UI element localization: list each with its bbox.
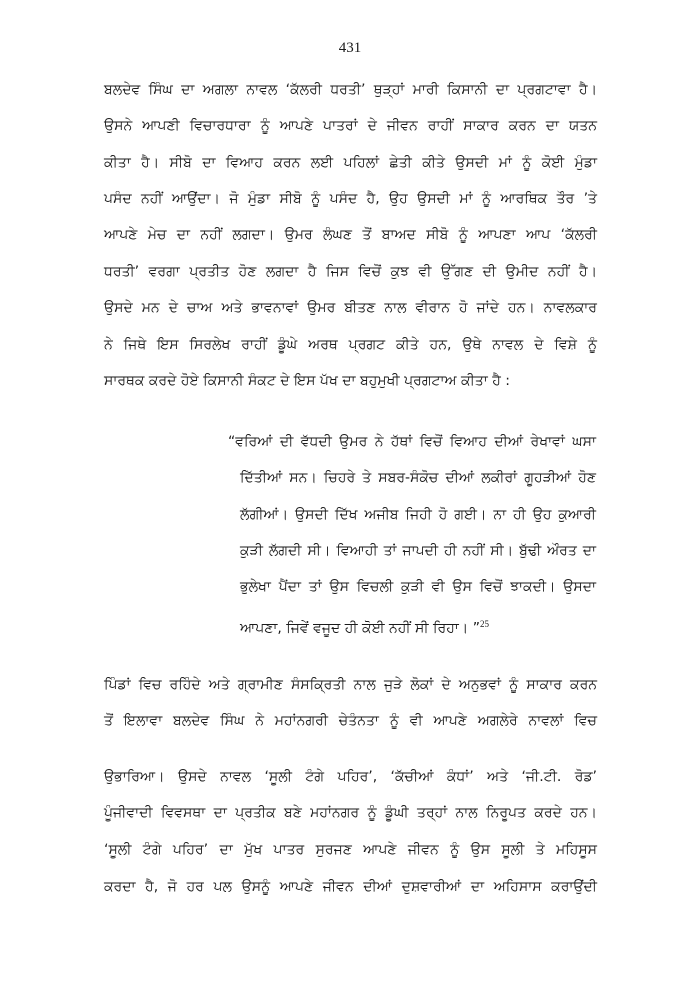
text-line: ਕਰਦਾ ਹੈ, ਜੋ ਹਰ ਪਲ ਉਸਨੂੰ ਆਪਣੇ ਜੀਵਨ ਦੀਆਂ ਦੁਸ਼ਵਾਰੀਆਂ ਦਾ ਅਹਿਸਾਸ ਕਰਾਉਂਦੀ (104, 879, 597, 895)
text-line: ਉਸਦੇ ਮਨ ਦੇ ਚਾਅ ਅਤੇ ਭਾਵਨਾਵਾਂ ਉਮਰ ਬੀਤਣ ਨਾਲ ਵੀਰਾਨ ਹੋ ਜਾਂਦੇ ਹਨ। ਨਾਵਲਕਾਰ (104, 300, 597, 316)
quote-line: ਦਿੱਤੀਆਂ ਸਨ। ਚਿਹਰੇ ਤੇ ਸਬਰ-ਸੰਕੋਚ ਦੀਆਂ ਲਕੀਰਾਂ ਗੂਹੜੀਆਂ ਹੋਣ (240, 470, 596, 486)
page-number: 431 (338, 40, 362, 56)
quote-line (240, 614, 596, 639)
text-line: ਧਰਤੀ’ ਵਰਗਾ ਪ੍ਰਤੀਤ ਹੋਣ ਲਗਦਾ ਹੈ ਜਿਸ ਵਿਚੋਂ ਕੁਝ ਵੀ ਉੱਗਣ ਦੀ ਉਮੀਦ ਨਹੀਂ ਹੈ। (104, 264, 597, 280)
quote-line: ਕੁੜੀ ਲੱਗਦੀ ਸੀ। ਵਿਆਹੀ ਤਾਂ ਜਾਪਦੀ ਹੀ ਨਹੀਂ ਸੀ। ਬੁੱਢੀ ਔਰਤ ਦਾ (240, 543, 596, 559)
text-line: ਤੋਂ ਇਲਾਵਾ ਬਲਦੇਵ ਸਿੰਘ ਨੇ ਮਹਾਂਨਗਰੀ ਚੇਤੰਨਤਾ ਨੂੰ ਵੀ ਆਪਣੇ ਅਗਲੇਰੇ ਨਾਵਲਾਂ ਵਿਚ (104, 713, 597, 729)
text-line: ਬਲਦੇਵ ਸਿੰਘ ਦਾ ਅਗਲਾ ਨਾਵਲ ‘ਕੱਲਰੀ ਧਰਤੀ’ ਥੁੜ੍ਹਾਂ ਮਾਰੀ ਕਿਸਾਨੀ ਦਾ ਪ੍ਰਗਟਾਵਾ ਹੈ। (104, 82, 597, 98)
text-line: ਆਪਣੇ ਮੇਚ ਦਾ ਨਹੀਂ ਲਗਦਾ। ਉਮਰ ਲੰਘਣ ਤੋਂ ਬਾਅਦ ਸੀਬੋ ਨੂੰ ਆਪਣਾ ਆਪ ‘ਕੱਲਰੀ (104, 227, 597, 243)
text-line: ਪਸੰਦ ਨਹੀਂ ਆਉਂਦਾ। ਜੋ ਮੁੰਡਾ ਸੀਬੋ ਨੂੰ ਪਸੰਦ ਹੈ, ਉਹ ਉਸਦੀ ਮਾਂ ਨੂੰ ਆਰਥਿਕ ਤੌਰ ’ਤੇ (104, 191, 597, 207)
quote-text: ਆਪਣਾ, ਜਿਵੇਂ ਵਜੂਦ ਹੀ ਕੋਈ ਨਹੀਂ ਸੀ ਰਿਹਾ। ” (240, 620, 480, 637)
text-line: ਕੀਤਾ ਹੈ। ਸੀਬੋ ਦਾ ਵਿਆਹ ਕਰਨ ਲਈ ਪਹਿਲਾਂ ਛੇਤੀ ਕੀਤੇ ਉਸਦੀ ਮਾਂ ਨੂੰ ਕੋਈ ਮੁੰਡਾ (104, 155, 597, 171)
quote-line: ਭੁਲੇਖਾ ਪੈਂਦਾ ਤਾਂ ਉਸ ਵਿਚਲੀ ਕੁੜੀ ਵੀ ਉਸ ਵਿਚੋਂ ਝਾਕਦੀ। ਉਸਦਾ (240, 579, 596, 595)
text-line: ਉਸਨੇ ਆਪਣੀ ਵਿਚਾਰਧਾਰਾ ਨੂੰ ਆਪਣੇ ਪਾਤਰਾਂ ਦੇ ਜੀਵਨ ਰਾਹੀਂ ਸਾਕਾਰ ਕਰਨ ਦਾ ਯਤਨ (104, 118, 597, 134)
text-line: ਨੇ ਜਿਥੇ ਇਸ ਸਿਰਲੇਖ ਰਾਹੀਂ ਡੂੰਘੇ ਅਰਥ ਪ੍ਰਗਟ ਕੀਤੇ ਹਨ, ਉਥੇ ਨਾਵਲ ਦੇ ਵਿਸ਼ੇ ਨੂੰ (104, 337, 597, 353)
text-line: ਸਾਰਥਕ ਕਰਦੇ ਹੋਏ ਕਿਸਾਨੀ ਸੰਕਟ ਦੇ ਇਸ ਪੱਖ ਦਾ ਬਹੁਮੁਖੀ ਪ੍ਰਗਟਾਅ ਕੀਤਾ ਹੈ : (104, 373, 510, 389)
footnote-ref: 25 (479, 619, 489, 629)
text-line: ‘ਸੂਲੀ ਟੰਗੇ ਪਹਿਰ’ ਦਾ ਮੁੱਖ ਪਾਤਰ ਸੁਰਜਣ ਆਪਣੇ ਜੀਵਨ ਨੂੰ ਉਸ ਸੂਲੀ ਤੇ ਮਹਿਸੂਸ (104, 842, 597, 858)
quote-line: “ਵਰਿਆਂ ਦੀ ਵੱਧਦੀ ਉਮਰ ਨੇ ਹੱਥਾਂ ਵਿਚੋਂ ਵਿਆਹ ਦੀਆਂ ਰੇਖਾਵਾਂ ਘਸਾ (228, 434, 596, 450)
text-line: ਪਿੰਡਾਂ ਵਿਚ ਰਹਿੰਦੇ ਅਤੇ ਗ੍ਰਾਮੀਣ ਸੰਸਕ੍ਰਿਤੀ ਨਾਲ ਜੁੜੇ ਲੋਕਾਂ ਦੇ ਅਨੁਭਵਾਂ ਨੂੰ ਸਾਕਾਰ ਕਰਨ (104, 677, 597, 693)
quote-line: ਲੱਗੀਆਂ। ਉਸਦੀ ਦਿੱਖ ਅਜੀਬ ਜਿਹੀ ਹੋ ਗਈ। ਨਾ ਹੀ ਉਹ ਕੁਆਰੀ (240, 507, 596, 523)
text-line: ਪੂੰਜੀਵਾਦੀ ਵਿਵਸਥਾ ਦਾ ਪ੍ਰਤੀਕ ਬਣੇ ਮਹਾਂਨਗਰ ਨੂੰ ਡੂੰਘੀ ਤਰ੍ਹਾਂ ਨਾਲ ਨਿਰੂਪਤ ਕਰਦੇ ਹਨ। (104, 805, 597, 821)
text-line: ਉਭਾਰਿਆ। ਉਸਦੇ ਨਾਵਲ ‘ਸੂਲੀ ਟੰਗੇ ਪਹਿਰ’, ‘ਕੱਚੀਆਂ ਕੰਧਾਂ’ ਅਤੇ ‘ਜੀ.ਟੀ. ਰੋਡ’ (104, 769, 597, 785)
